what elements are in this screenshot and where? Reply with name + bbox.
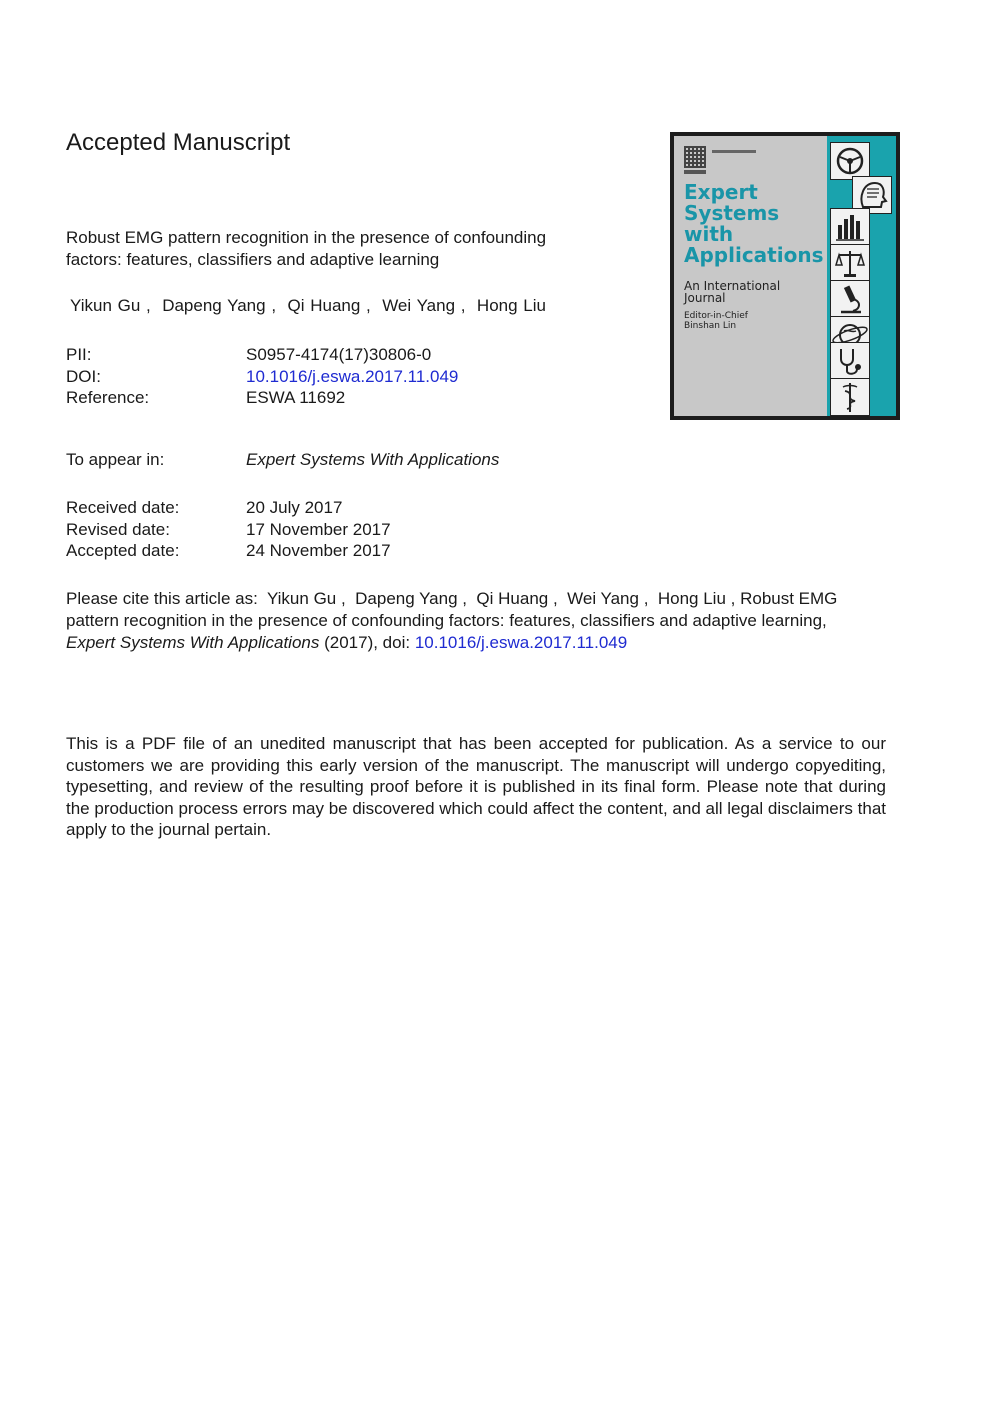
citation-line [66, 632, 886, 654]
citation-block [66, 588, 886, 654]
issn-strip [712, 150, 756, 153]
doi-link[interactable]: 10.1016/j.eswa.2017.11.049 [246, 367, 459, 386]
scales-icon [830, 244, 870, 282]
cover-panel [674, 136, 827, 416]
qr-code-icon [684, 146, 706, 168]
cover-editor-line: Editor-in-Chief [684, 311, 748, 321]
title-line: Robust EMG pattern recognition in the presence of confounding [66, 228, 547, 247]
steering-wheel-icon [830, 142, 870, 180]
microscope-icon [830, 280, 870, 318]
received-value: 20 July 2017 [246, 498, 343, 517]
cover-subtitle [684, 280, 829, 304]
journal-name: Expert Systems With Applications [246, 450, 500, 469]
pii-label: PII: [66, 345, 92, 364]
accepted-value: 24 November 2017 [246, 541, 391, 560]
caduceus-icon [830, 378, 870, 416]
reference-value: ESWA 11692 [246, 388, 346, 407]
page-heading: Accepted Manuscript [66, 129, 291, 156]
cover-editor [684, 311, 829, 331]
author-list: Yikun Gu , Dapeng Yang , Qi Huang , Wei Yang , Hong Liu [70, 296, 546, 315]
pii-value: S0957-4174(17)30806-0 [246, 345, 432, 364]
cover-title-line: Expert [684, 180, 758, 204]
accepted-label: Accepted date: [66, 541, 180, 560]
revised-label: Revised date: [66, 520, 170, 539]
cover-editor-line: Binshan Lin [684, 321, 737, 331]
bar-chart-icon [830, 208, 870, 246]
cover-title-line: Systems [684, 201, 780, 225]
disclaimer-paragraph: This is a PDF file of an unedited manuscript that has been accepted for publication. As a service to our customers we are providing this early version of the manuscript. The manuscript will undergo copyediting, typesetting, and review of the resulting proof before it is published in its final form. Please note that during the production process errors may be discovered which could affect the content, and all legal disclaimers that apply to the journal pertain. [66, 734, 886, 839]
article-title [66, 227, 626, 271]
cover-subtitle-line: An International [684, 279, 781, 293]
citation-journal: Expert Systems With Applications [66, 633, 320, 652]
barcode-strip [684, 170, 706, 174]
citation-doi-link[interactable]: 10.1016/j.eswa.2017.11.049 [414, 633, 628, 652]
cover-title-line: Applications [684, 243, 824, 267]
citation-line: Please cite this article as: Yikun Gu , Dapeng Yang , Qi Huang , Wei Yang , Hong Liu , Robust EMG [66, 589, 838, 608]
cover-title [684, 182, 829, 266]
doi-label: DOI: [66, 367, 101, 386]
stethoscope-icon [830, 342, 870, 380]
citation-line: pattern recognition in the presence of confounding factors: features, classifiers and adaptive learning, [66, 611, 827, 630]
citation-tail: (2017), doi: [319, 633, 415, 652]
journal-cover [670, 132, 900, 420]
appear-label: To appear in: [66, 450, 165, 469]
cover-subtitle-line: Journal [684, 291, 726, 305]
cover-title-line: with [684, 222, 734, 246]
reference-label: Reference: [66, 388, 150, 407]
revised-value: 17 November 2017 [246, 520, 391, 539]
title-line: factors: features, classifiers and adaptive learning [66, 250, 440, 269]
received-label: Received date: [66, 498, 180, 517]
